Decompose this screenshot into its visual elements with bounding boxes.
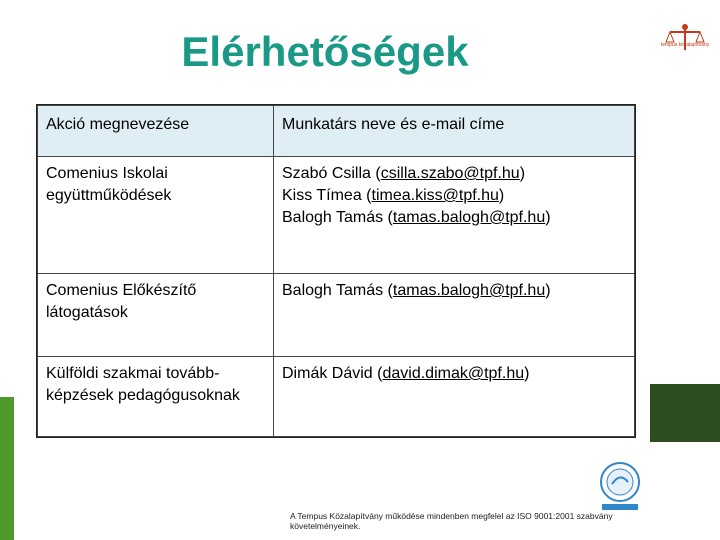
table-row (38, 157, 635, 274)
contact-cell (274, 357, 635, 437)
header-action: Akció megnevezése (38, 106, 274, 157)
contact-cell (274, 274, 635, 357)
email-link[interactable]: csilla.szabo@tpf.hu (380, 165, 520, 182)
email-link[interactable]: david.dimak@tpf.hu (382, 365, 525, 382)
iso-footer-text: A Tempus Közalapítvány működése mindenben megfelel az ISO 9001:2001 szabvány követelményeinek. (290, 511, 613, 531)
contact-line: Balogh Tamás (tamas.balogh@tpf.hu) (282, 209, 551, 226)
contact-cell (274, 157, 635, 274)
action-cell: Külföldi szakmai tovább-képzések pedagógusoknak (38, 357, 274, 437)
table-row (38, 274, 635, 357)
iso-certification-badge-icon (596, 460, 644, 512)
contact-line: Balogh Tamás (tamas.balogh@tpf.hu) (282, 282, 551, 299)
email-link[interactable]: tamas.balogh@tpf.hu (392, 282, 546, 299)
header-contact: Munkatárs neve és e-mail címe (274, 106, 635, 157)
left-accent-bar (0, 397, 14, 540)
contact-line: Szabó Csilla (csilla.szabo@tpf.hu) (282, 165, 526, 182)
email-link[interactable]: tamas.balogh@tpf.hu (392, 209, 546, 226)
logo-text: tempus közalapítvány (660, 42, 710, 48)
action-cell: Comenius Iskolai együttműködések (38, 157, 274, 274)
email-link[interactable]: timea.kiss@tpf.hu (371, 187, 499, 204)
contact-line: Dimák Dávid (david.dimak@tpf.hu) (282, 365, 530, 382)
page-title: Elérhetőségek (181, 28, 469, 75)
contacts-table (36, 104, 636, 438)
action-cell: Comenius Előkészítő látogatások (38, 274, 274, 357)
table-row (38, 357, 635, 437)
strip-dark-green (650, 384, 720, 442)
tempus-logo-icon (650, 18, 720, 58)
table-header-row (38, 106, 635, 157)
contact-line: Kiss Tímea (timea.kiss@tpf.hu) (282, 187, 505, 204)
